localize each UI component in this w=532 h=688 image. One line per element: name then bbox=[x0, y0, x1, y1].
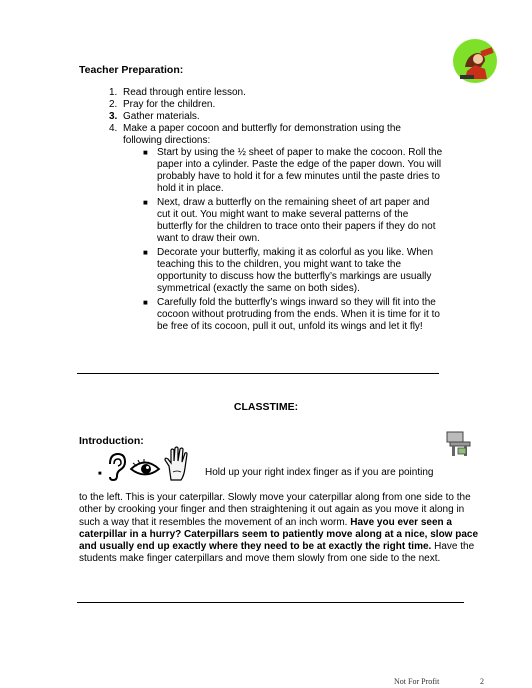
list-item bbox=[109, 99, 439, 111]
intro-text: Have the students make finger caterpillars and move them slowly from one side to the next. bbox=[79, 541, 475, 565]
teacher-icon bbox=[451, 37, 499, 85]
list-item bbox=[109, 123, 439, 147]
bullet-icon: ■ bbox=[143, 148, 148, 157]
step-text: Read through entire lesson. bbox=[123, 87, 246, 98]
step-text: Gather materials. bbox=[123, 111, 200, 122]
bullet-icon: ■ bbox=[98, 471, 102, 477]
step-text: Pray for the children. bbox=[123, 99, 216, 110]
directions-bullet-list bbox=[143, 147, 443, 335]
step-number: 1. bbox=[109, 87, 118, 98]
desk-icon bbox=[444, 429, 474, 459]
step-number: 4. bbox=[109, 123, 118, 134]
list-item bbox=[109, 87, 439, 99]
section-divider bbox=[77, 602, 464, 603]
list-item bbox=[143, 247, 443, 295]
bullet-icon: ■ bbox=[143, 198, 148, 207]
list-item bbox=[143, 297, 443, 333]
introduction-heading: Introduction: bbox=[79, 435, 144, 447]
bullet-text: Carefully fold the butterfly’s wings inward so they will fit into the cocoon without protruding from the ends. When it is time for it to be free of its cocoon, pull it out, unfold its wings and let it fly! bbox=[157, 297, 440, 332]
step-number: 2. bbox=[109, 99, 118, 110]
step-number: 3. bbox=[109, 111, 118, 122]
footer-text: Not For Profit bbox=[394, 677, 440, 686]
bullet-icon: ■ bbox=[143, 298, 148, 307]
ear-icon bbox=[105, 452, 127, 482]
hand-icon bbox=[163, 446, 191, 482]
bullet-text: Start by using the ½ sheet of paper to make the cocoon. Roll the paper into a cylinder. Paste the edge of the paper down. You will probably have to hold it for a few minutes until the paste dries to hold it in place. bbox=[157, 147, 443, 194]
list-item bbox=[143, 147, 443, 195]
section-divider bbox=[77, 373, 439, 374]
intro-bold-text: Have you ever seen a caterpillar in a hurry? Caterpillars seem to patiently move along at a nice, slow pace and usually end up exactly where they need to be at exactly the right time. bbox=[79, 516, 479, 553]
teacher-prep-heading: Teacher Preparation: bbox=[79, 64, 184, 76]
eye-icon bbox=[129, 458, 161, 480]
list-item bbox=[143, 197, 443, 245]
intro-first-line: Hold up your right index finger as if you are pointing bbox=[205, 467, 434, 478]
bullet-text: Decorate your butterfly, making it as colorful as you like. When teaching this to the children, you might want to take the opportunity to discuss how the butterfly’s markings are usually symmetrical (exactly the same on both sides). bbox=[157, 247, 434, 294]
intro-paragraph bbox=[79, 492, 479, 566]
list-item bbox=[109, 111, 439, 123]
step-text: Make a paper cocoon and butterfly for demonstration using the following directions: bbox=[123, 123, 401, 146]
bullet-icon: ■ bbox=[143, 248, 148, 257]
intro-text: to the left. This is your caterpillar. Slowly move your caterpillar along from one side to the other by crooking your finger and then straightening it out again as you move it along in such a way that it resembles the movement of an inch worm. bbox=[79, 492, 471, 528]
bullet-text: Next, draw a butterfly on the remaining sheet of art paper and cut it out. You might want to make several patterns of the butterfly for the children to trace onto their papers if they do not want to draw their own. bbox=[157, 197, 436, 244]
prep-steps-list bbox=[109, 87, 439, 147]
classtime-heading: CLASSTIME: bbox=[233, 401, 299, 413]
page-number: 2 bbox=[480, 677, 484, 686]
